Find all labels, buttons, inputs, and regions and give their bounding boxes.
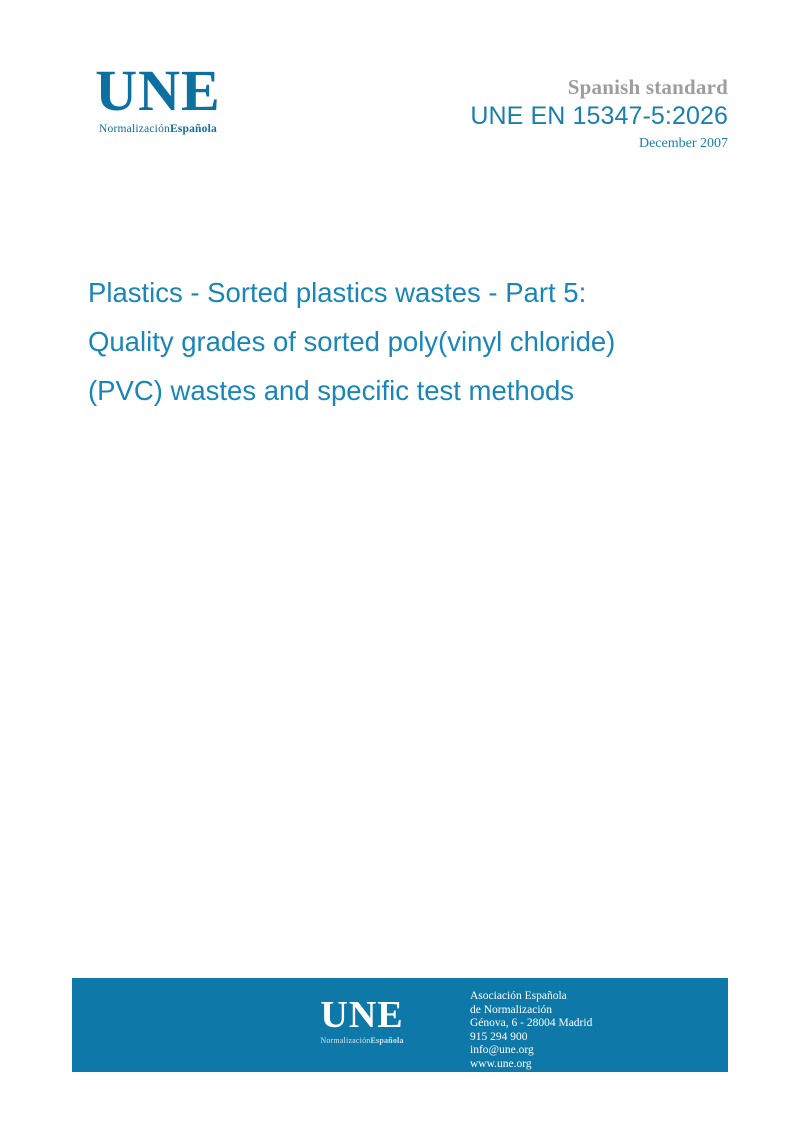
document-title bbox=[88, 268, 748, 415]
document-title-line: (PVC) wastes and specific test methods bbox=[88, 375, 575, 406]
footer-contact-block bbox=[470, 990, 592, 1072]
footer-address-line: de Normalización bbox=[470, 1003, 553, 1016]
footer-address-line: Asociación Española bbox=[470, 990, 567, 1002]
une-logo bbox=[78, 58, 238, 135]
footer-website[interactable]: www.une.org bbox=[470, 1057, 532, 1070]
standard-identification bbox=[470, 74, 728, 154]
footer-phone: 915 294 900 bbox=[470, 1030, 528, 1043]
standard-date: December 2007 bbox=[638, 136, 728, 151]
standard-kind-label: Spanish standard bbox=[567, 75, 728, 99]
document-footer bbox=[72, 978, 728, 1072]
footer-une-logo-wordmark: UNE bbox=[320, 994, 404, 1036]
une-logo-subtitle bbox=[78, 123, 238, 135]
document-title-line: Quality grades of sorted poly(vinyl chloride) bbox=[88, 326, 616, 357]
footer-address-line: Génova, 6 - 28004 Madrid bbox=[470, 1017, 593, 1030]
document-title-line: Plastics - Sorted plastics wastes - Part 5: bbox=[88, 277, 587, 308]
footer-une-logo-subtitle bbox=[287, 1036, 437, 1045]
footer-email[interactable]: info@une.org bbox=[470, 1044, 534, 1057]
une-logo-subtitle-normal: Normalización bbox=[99, 123, 170, 135]
une-logo-wordmark: UNE bbox=[95, 58, 221, 123]
footer-une-logo-subtitle-bold: Española bbox=[370, 1036, 404, 1045]
une-logo-subtitle-bold: Española bbox=[169, 123, 217, 135]
footer-une-logo bbox=[287, 996, 437, 1045]
footer-une-logo-subtitle-normal: Normalización bbox=[320, 1036, 371, 1045]
document-header bbox=[0, 58, 800, 172]
standard-code: UNE EN 15347-5:2026 bbox=[470, 102, 728, 130]
